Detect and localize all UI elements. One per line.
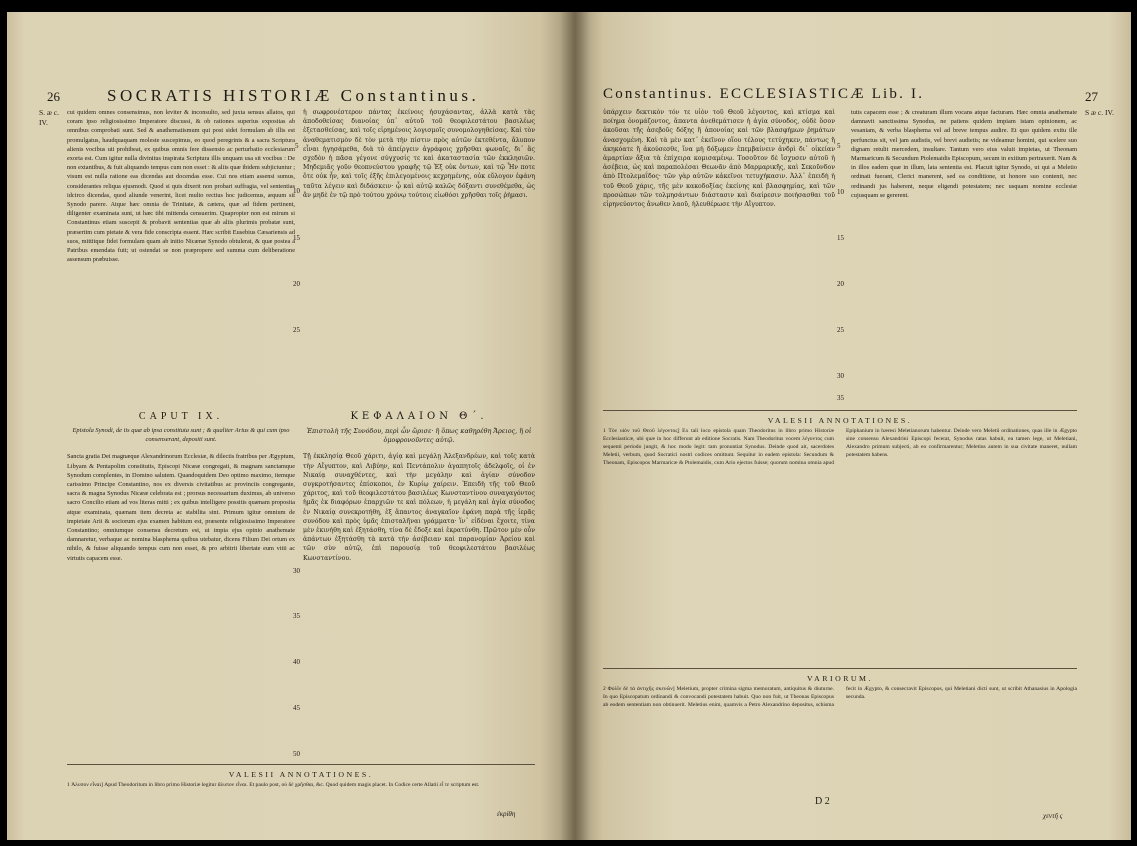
book-spread (7, 12, 1131, 840)
line-number: 30 (293, 567, 300, 575)
line-number: 25 (293, 326, 300, 334)
left-notes (67, 768, 535, 808)
right-page (575, 12, 1131, 840)
right-notes-text: 1 Τὸν υἱὸν τοῦ Θεοῦ λέγοντος] Ex tali loco epistola quam Theodoritus in libro primo Historiæ Ecclesiasticæ, ubi quæ in hoc differunt ab editione Socratis. Nam Theodoritus vocem λέγοντος cum sequenti periodo jungit, & hoc modo legit: tam pronuntiat Synodus. Deinde quod ait, sacerdotes Meletii, verbum, quod Socratici nostri codices omittunt. Sequitur in eadem epistola: Secundum & Theonam, Episcopos Marmaricæ & Ptolemaidis, cum Ario ejectos fuisse; quorum nomina omnia apud Epiphanium in hæresi Meletianorum habentur. Deinde vero Meletii ordinationes, quas ille in Ægypto sine consensu Alexandrini Episcopi fecerat, Synodus ratas habuit, ea tamen lege, ut Meletiani, Alexandro primum subjecti, ab eo confirmarentur; Meletius autem in sua civitate maneret, nullam potestatem habens. (603, 428, 1077, 466)
left-catchword: ἐκρίθη (497, 810, 516, 818)
right-page-number: 27 (1085, 89, 1098, 104)
left-side-note: S. æ c. IV. (39, 108, 60, 127)
chapter-heading-greek: ΚΕΦΑΛΑΙΟΝ Θ΄. (350, 411, 488, 422)
left-running-title: SOCRATIS HISTORIÆ Constantinus. (107, 86, 480, 105)
right-running-title: Constantinus. ECCLESIASTICÆ Lib. I. (603, 86, 925, 102)
right-side-note: S æ c. IV. (1085, 108, 1114, 117)
left-page (7, 12, 575, 840)
book-gutter (560, 12, 590, 840)
line-number: 30 (837, 372, 844, 380)
left-notes-text: 1 Ἀλυπον εἶναι] Apud Theodoritum in libro primo Historiæ legitur ἄλυπον εἶναι. Et paulo post, οὐ δὲ χρῆσθαι, &c. Quod quidem magis placet. In Codice certe Allatii εἶ τε scriptum est. (67, 782, 480, 789)
right-notes (603, 414, 1077, 664)
line-number: 5 (837, 142, 841, 150)
left-chapter-greek-column (303, 406, 535, 762)
right-variorum-rule (603, 668, 1077, 669)
left-notes-title: VALESII ANNOTATIONES. (228, 770, 374, 779)
line-number: 10 (293, 187, 300, 195)
chapter-greek-text: Τῇ ἐκκλησίᾳ Θεοῦ χάριτι, ἁγίᾳ καὶ μεγάλῃ Ἀλεξανδρέων, καὶ τοῖς κατὰ τὴν Αἴγυπτον, καὶ Λιβύην, καὶ Πεντάπολιν ἀγαπητοῖς ἀδελφοῖς, οἱ ἐν Νικαίᾳ συναχθέντες, καὶ τὴν μεγάλην καὶ ἁγίαν σύνοδον συγκροτήσαντες ἐπίσκοποι, ἐν Κυρίῳ χαίρειν. Ἐπειδὴ τῆς τοῦ Θεοῦ χάριτος, καὶ τοῦ θεοφιλεστάτου βασιλέως Κωνσταντίνου συναγαγόντος ἡμᾶς ἐκ διαφόρων ἐπαρχιῶν τε καὶ πόλεων, ἡ μεγάλη καὶ ἁγία σύνοδος ἐν Νικαίᾳ συνεκροτήθη, ἐξ ἅπαντος ἀναγκαῖον ἐφάνη παρὰ τῆς ἱερᾶς συνόδου καὶ πρὸς ὑμᾶς ἐπισταλῆναι γράμματα· ἵν᾽ εἰδέναι ἔχοιτε, τίνα μὲν ἐκινήθη καὶ ἐξητάσθη, τίνα δὲ ἔδοξε καὶ ἐκρατύνθη. Πρῶτον μὲν οὖν ἁπάντων ἐξητάσθη τὰ κατὰ τὴν ἀσέβειαν καὶ παρανομίαν Ἀρείου καὶ τῶν σὺν αὐτῷ, ἐπὶ παρουσίᾳ τοῦ θεοφιλεστάτου βασιλέως Κωνσταντίνου. (303, 453, 535, 562)
left-greek-column (303, 108, 535, 400)
left-chapter-latin-column (67, 406, 295, 762)
chapter-heading-latin: CAPUT IX. (138, 411, 224, 422)
left-page-number: 26 (47, 89, 60, 104)
left-latin-text: cui quidem omnes consensimus, non leviter & inconsulto, sed juxta sensus allatos, qui coram ipso religiosissimo Imperatore discussi, & ob rationes superius expositas ab omnibus comprobati sunt. Sed & anathematismum qui post sidei formulam ab illis est promulgatus, haudquaquam moleste suscepimus, eo quod peregrinis & a sacra Scriptura alienis vocibus uti prohibeat, ex quibus omnis fere dissensio ac perturbatio ecclesiarum exorta est. Cum igitur nulla divinitus inspirata Scriptura illis unquam usa sit vocibus : De non extantibus, & fuit aliquando tempus cum non esset : & aliis quæ ibidem subjiciuntur ; visum est nulla ratione eas dicendas aut docendas esse. Cui nos etiam assensi sumus, considerantes reliqua ejusmodi. Quod si quis dixerit non probari suffragia, vel sententias idcirco dicendas, quod aliunde venerint, licet multo rectius hoc judicemus, æquum sit Synodo parere. Atque hæc omnia de Trinitate, & cætera, quæ ad fidem pertinent, diligenter examinata sunt, ut hæc tibi mittenda censuerim. Quapropter non est mirum si Constantinus etiam suscepit & probavit sententias quæ ab aliis plurimis probatæ sunt, præsertim cum pietate & vera fide conscripta essent. Hæc scribit Eusebius Cæsariensis ad suos, mittitque fidei formulam quam ab initio Nicænæ Synodo obtulerat, & quæ postea a Patribus emendata fuit; ut ostendat se non præpropere sed summa cum deliberatione assensum præbuisse. (67, 109, 295, 264)
chapter-summary-latin: Epistola Synodi, de iis quæ ab ipsa constituta sunt ; & qualiter Arius & qui cum ipso consenserant, depositi sunt. (72, 427, 290, 443)
chapter-summary-greek: Ἐπιστολὴ τῆς Συνόδου, περὶ ὧν ὥρισε· ἢ ὅπως καθῃρέθη Ἄρειος, ἢ οἱ ὁμοφρονοῦντες αὐτῷ. (306, 427, 532, 444)
right-variorum (603, 672, 1077, 790)
line-number: 20 (837, 280, 844, 288)
right-notes-rule (603, 410, 1077, 411)
right-notes-title: VALESII ANNOTATIONES. (767, 416, 913, 425)
variorum-title: VARIORUM. (807, 674, 873, 683)
line-number: 5 (295, 142, 299, 150)
right-latin-text: tutis capacem esse ; & creaturam illum vocans atque facturam. Hæc omnia anathemate damnavit sanctissima Synodus, ne patiens quidem impiam istam opinionem, ac vesaniam, & verba blasphema vel ad breve tempus audire. Et quo quidem exitu ille perfunctus sit, vel jam audistis, vel brevi audietis; ne videamur homini, qui scelere suo dignam retulit mercedem, insultare. Tantum vero eius valuit impietas, ut Theonam Marmaricum & Secundum Ptolemaidis Episcopum, secum in exitium pertraxerit. Nam & in illos eadem quæ in illum, lata sententia est. Placuit igitur Synodo, ut qui a Meletio ordinati fuerant, Clerici manerent, sed ea conditione, ut honore suo contenti, nec ordinandi jus haberent, neque eligendi potestatem; nec usquam nomine ecclesiæ cujusquam se gererent. (851, 109, 1077, 199)
line-number: 25 (837, 326, 844, 334)
line-number: 35 (293, 612, 300, 620)
line-number: 40 (293, 658, 300, 666)
signature-mark: D 2 (815, 796, 830, 807)
left-greek-text: ἡ σωφρονέστερον πάντας ἐκείνοις ἡσυχάσαντας, ἀλλὰ κατὰ τὰς ἀποδοθείσας διανοίας ὑπ᾽ αὐτοῦ τοῦ θεοφιλεστάτου βασιλέως ἐξετασθείσας, καὶ τοῖς εἰρημένοις λογισμοῖς συνομολογηθείσας. Καὶ τὸν ἀναθεματισμὸν δὲ τὸν μετὰ τὴν πίστιν πρὸς αὐτῶν ἐκτεθέντα, ἄλυπον εἶναι ἡγησάμεθα, διὰ τὸ ἀπείργειν ἀγράφοις χρῆσθαι φωναῖς, δι᾽ ἃς σχεδὸν ἡ πᾶσα γέγονε σύγχυσίς τε καὶ ἀκαταστασία τῶν ἐκκλησιῶν. Μηδεμιᾶς γοῦν θεοπνεύστου γραφῆς τῷ Ἐξ οὐκ ὄντων, καὶ τῷ Ἦν ποτε ὅτε οὐκ ἦν, καὶ τοῖς ἑξῆς ἐπιλεγομένοις κεχρημένης, οὐκ εὔλογον ἐφάνη ταῦτα λέγειν καὶ διδάσκειν· ᾧ καὶ αὐτῷ καλῶς δόξαντι συνεθέμεθα, ὡς ἂν μηδὲ ἐν τῷ πρὸ τούτου χρόνῳ τούτοις εἰωθόσι χρῆσθαι τοῖς ῥήμασι. (303, 109, 535, 199)
variorum-text: 2 Φολῖν δὲ τὰ ἀντιχῆς σκευῶν] Meletium, propter crimina sigma memoratum, antiquitus & diuturne. In quo Episcopatum ordinandi & convocandi potestatem habuit. Quo non fuit, ut Theonas Episcopus ab eodem sententiam non obtinuerit. Meletius enim, quamvis a Petro Alexandrino depositus, schisma fecit in Ægypto, & consecravit Episcopos, qui Meletiani dicti sunt, ut scribit Athanasius in Apologia secunda. (603, 686, 1077, 709)
chapter-latin-text: Sancta gratia Dei magnæque Alexandrinorum Ecclesiæ, & dilectis fratribus per Ægyptum, Libyam & Pentapolim constitutis, Episcopi Nicææ congregati, & magnam sanctamque Synodum complentes, in Domino salutem. Quandoquidem Deo optimo maximo, itemque carissimo Principe Constantino, nos ex diversis civitatibus ac provinciis congregante, sacra & magna Synodus Nicææ celebrata est ; prorsus necessarium duximus, ab universo sacro Concilio etiam ad vos literas mitti ; ex quibus intelligere possitis quænam proposita atque examinata, quænam item decreta ac stabilita sint. Primum igitur omnium de impietate Arii & sociorum ejus examen habitum est, præsente religiosissimo Imperatore Constantino; omniumque consensu decretum est, ut impia ejus opinio anathemate damnaretur, verbaque ac nomina blasphema quibus utebatur, dicens Filium Dei ortum ex nihilo, & fuisse aliquando tempus cum non esset, & pro arbitrii libertate eum vitii ac virtutis capacem esse. (67, 453, 295, 562)
right-greek-column (603, 108, 835, 406)
line-number: 20 (293, 280, 300, 288)
line-number: 10 (837, 188, 844, 196)
line-number: 35 (837, 394, 844, 402)
right-greek-text: ὑπάρχειν δεκτικὸν τόν τε υἱὸν τοῦ Θεοῦ λέγοντος, καὶ κτίσμα καὶ ποίημα ὀνομάζοντος, ἅπαντα ἀνεθεμάτισεν ἡ ἁγία σύνοδος, οὐδὲ ὅσον ἀκοῦσαι τῆς ἀσεβοῦς δόξης ἢ ἀπονοίας καὶ τῶν βλασφήμων ῥημάτων ἀνασχομένη. Καὶ τὰ μὲν κατ᾽ ἐκεῖνον οἵου τέλους τετύχηκεν, πάντως ἢ ἀκηκόατε ἢ ἀκούσεσθε, ἵνα μὴ δόξωμεν ἐπεμβαίνειν ἀνδρὶ δι᾽ οἰκείαν ἁμαρτίαν ἄξια τὰ ἐπίχειρα κομισαμένῳ. Τοσοῦτον δὲ ἴσχυσεν αὐτοῦ ἡ ἀσέβεια, ὡς καὶ παραπολέσαι Θεωνᾶν ἀπὸ Μαρμαρικῆς, καὶ Σεκοῦνδον ἀπὸ Πτολεμαΐδος· τῶν γὰρ αὐτῶν κἀκεῖνοι τετυχήκασιν. Ἀλλ᾽ ἐπειδὴ ἡ τοῦ Θεοῦ χάρις, τῆς μὲν κακοδοξίας ἐκείνης καὶ βλασφημίας, καὶ τῶν προσώπων τῶν τολμησάντων διάστασιν καὶ διαίρεσιν ποιήσασθαι τοῦ εἰρηνεύοντος ἄνωθεν λαοῦ, ἠλευθέρωσε τὴν Αἴγυπτον. (603, 109, 835, 209)
line-number: 15 (293, 234, 300, 242)
left-latin-column (67, 108, 295, 400)
right-catchword: χεντῆ ς (1043, 812, 1063, 820)
right-latin-column (851, 108, 1077, 406)
line-number: 15 (837, 234, 844, 242)
left-notes-rule (67, 764, 535, 765)
line-number: 45 (293, 704, 300, 712)
line-number: 50 (293, 750, 300, 758)
